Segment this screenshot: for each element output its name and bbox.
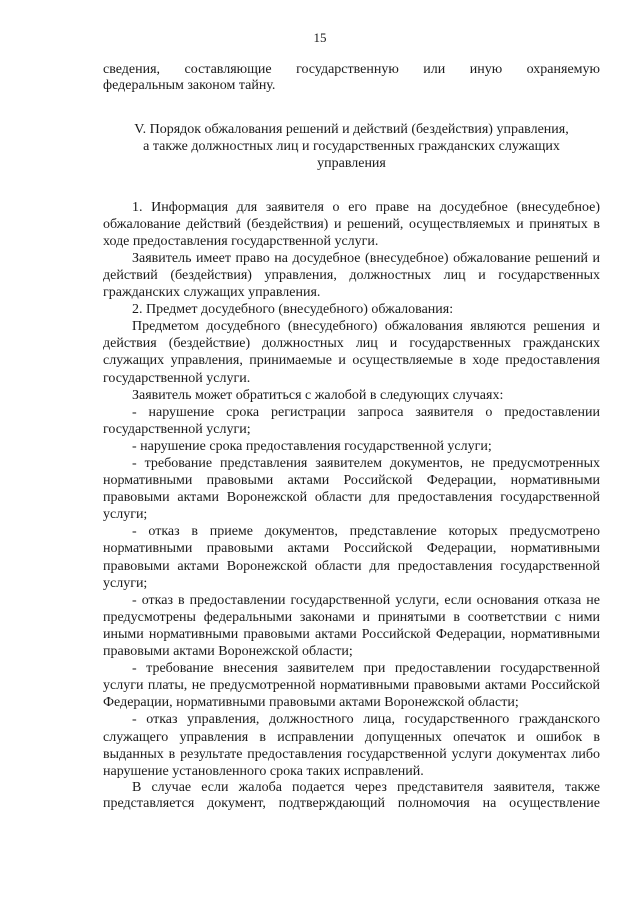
list-item: - нарушение срока регистрации запроса заявителя о предоставлении государственной услуги; bbox=[103, 404, 600, 437]
paragraph-line: В случае если жалоба подается через представителя заявителя, также bbox=[132, 779, 600, 795]
list-item: - отказ в приеме документов, представление которых предусмотрено нормативными правовыми актами Российской Федерации, нормативными правовыми актами Воронежской области для предоставления государственной услуги; bbox=[103, 524, 600, 591]
paragraph-appeal-subject-heading: 2. Предмет досудебного (внесудебного) обжалования: bbox=[132, 302, 454, 318]
document-body bbox=[103, 62, 600, 812]
list-item: - отказ в предоставлении государственной услуги, если основания отказа не предусмотрены федеральными законами и принятыми в соответствии с ними иными нормативными правовыми актами Российской Федерации, нормативными правовыми актами Воронежской области; bbox=[103, 592, 600, 660]
paragraph-line: представляется документ, подтверждающий полномочия на осуществление bbox=[103, 795, 600, 811]
paragraph-appeal-subject: Предметом досудебного (внесудебного) обжалования являются решения и действия (бездействие) должностных лиц и государственных гражданских служащих управления, принимаемые и осуществляемые в ходе предоставления государственной услуги. bbox=[103, 319, 600, 386]
list-item: - отказ управления, должностного лица, государственного гражданского служащего управления в исправлении допущенных опечаток и ошибок в выданных в результате предоставления государственной услуги документах либо нарушение установленного срока таких исправлений. bbox=[103, 712, 600, 779]
list-item: - требование внесения заявителем при предоставлении государственной услуги платы, не предусмотренной нормативными правовыми актами Российской Федерации, нормативными правовыми актами Воронежской области; bbox=[103, 661, 600, 711]
section-heading-line: а также должностных лиц и государственных гражданских служащих bbox=[143, 139, 560, 155]
section-heading-line: V. Порядок обжалования решений и действий (бездействия) управления, bbox=[134, 122, 569, 137]
paragraph-applicant-right: Заявитель имеет право на досудебное (внесудебное) обжалование решений и действий (бездействия) управления, должностных лиц и государственных гражданских служащих управления. bbox=[103, 250, 600, 301]
paragraph-representative bbox=[103, 780, 600, 812]
intro-line: сведения, составляющие государственную или иную охраняемую bbox=[103, 62, 600, 77]
list-item: - требование представления заявителем документов, не предусмотренных нормативными правовыми актами Российской Федерации, нормативными правовыми актами Воронежской области для предоставления государственной услуги; bbox=[103, 456, 600, 523]
intro-paragraph bbox=[103, 62, 600, 94]
section-heading bbox=[103, 121, 600, 173]
paragraph-complaint-cases: Заявитель может обратиться с жалобой в следующих случаях: bbox=[132, 387, 504, 403]
paragraph-info-right: 1. Информация для заявителя о его праве на досудебное (внесудебное) обжалование действий (бездействия) и решений, осуществляемых и принятых в ходе предоставления государственной услуги. bbox=[103, 199, 600, 249]
page-number: 15 bbox=[313, 30, 327, 45]
section-heading-line: управления bbox=[317, 156, 386, 172]
list-item: - нарушение срока предоставления государственной услуги; bbox=[132, 438, 492, 454]
intro-line: федеральным законом тайну. bbox=[103, 78, 276, 93]
